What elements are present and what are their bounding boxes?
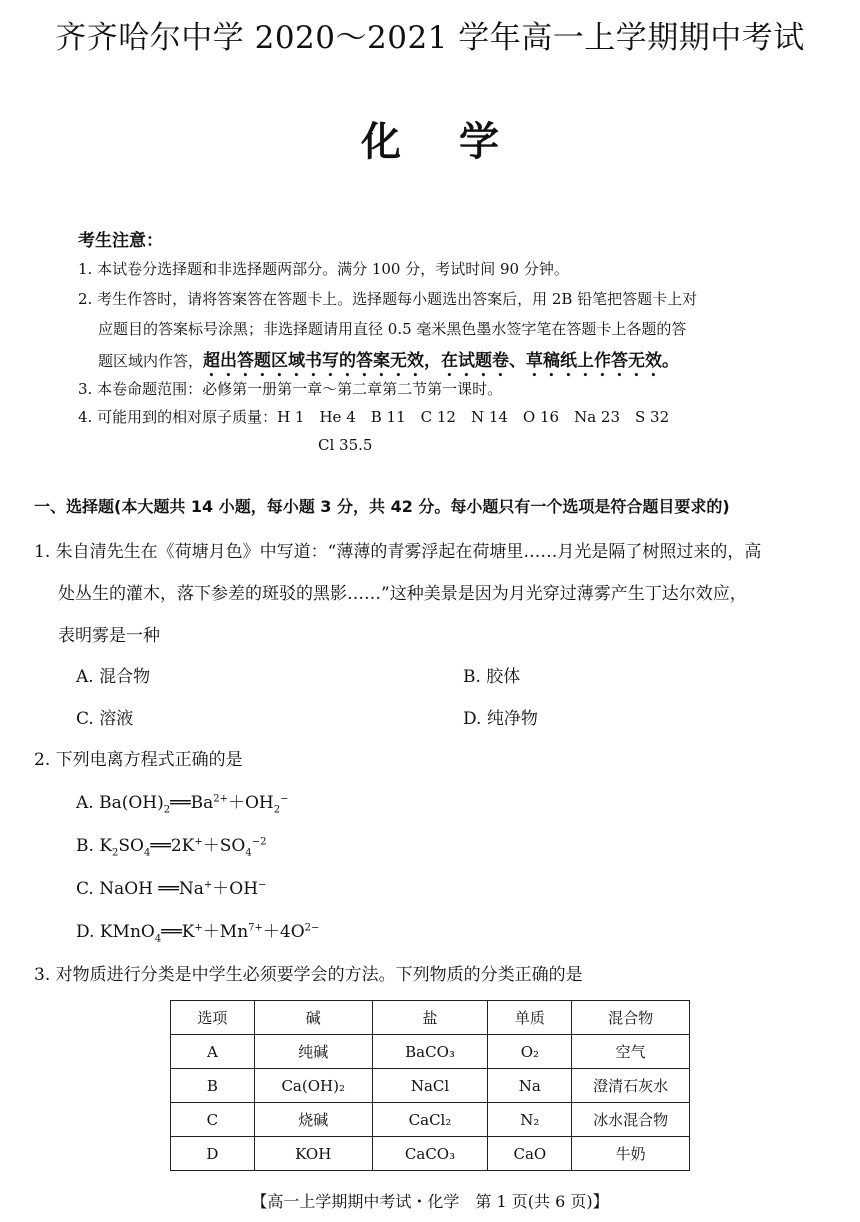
table-cell: CaCl₂ — [372, 1103, 488, 1137]
notice-item-4-line-1: 4. 可能用到的相对原子质量：H 1 He 4 B 11 C 12 N 14 O 16 Na 23 S 32 — [78, 408, 670, 426]
table-header-cell: 混合物 — [572, 1001, 690, 1035]
table-cell: 纯碱 — [254, 1035, 372, 1069]
table-cell: N₂ — [488, 1103, 572, 1137]
table-cell: CaO — [488, 1137, 572, 1171]
subject-title: 化学 — [361, 118, 557, 165]
q1-line-3: 表明雾是一种 — [58, 626, 160, 646]
table-cell: 空气 — [572, 1035, 690, 1069]
table-cell: CaCO₃ — [372, 1137, 488, 1171]
notice-item-2-line-1: 2. 考生作答时，请将答案答在答题卡上。选择题每小题选出答案后，用 2B 铅笔把答题卡上对 — [78, 290, 698, 308]
notice-heading: 考生注意： — [78, 231, 163, 251]
exam-title: 齐齐哈尔中学 2020～2021 学年高一上学期期中考试 — [55, 20, 805, 56]
q2-stem: 2. 下列电离方程式正确的是 — [34, 750, 243, 770]
table-cell: KOH — [254, 1137, 372, 1171]
q2-option-c: C. NaOH ══Na+＋OH− — [76, 879, 267, 899]
table-header-cell: 单质 — [488, 1001, 572, 1035]
table-cell: 烧碱 — [254, 1103, 372, 1137]
q2-option-d: D. $KMnO_4══K^++Mn^{7+}+4O^{2-}$ — [76, 922, 320, 945]
table-row — [171, 1069, 690, 1103]
q1-line-1: 1. 朱自清先生在《荷塘月色》中写道：“薄薄的青雾浮起在荷塘里……月光是隔了树照过来的，高 — [34, 542, 762, 562]
section-1-heading: 一、选择题(本大题共 14 小题，每小题 3 分，共 42 分。每小题只有一个选项是符合题目要求的) — [34, 497, 730, 516]
table-cell: A — [171, 1035, 255, 1069]
q2-option-a: A. $Ba(OH)_2══Ba^{2+}+OH_2^-$ — [76, 793, 289, 816]
notice-item-3: 3. 本卷命题范围：必修第一册第一章～第二章第二节第一课时。 — [78, 380, 503, 398]
table-header-cell: 碱 — [254, 1001, 372, 1035]
q1-option-a: A. 混合物 — [76, 667, 151, 687]
table-cell: 澄清石灰水 — [572, 1069, 690, 1103]
q1-option-c: C. 溶液 — [76, 709, 134, 729]
table-cell: O₂ — [488, 1035, 572, 1069]
page-footer: 【高一上学期期中考试・化学 第 1 页(共 6 页)】 — [251, 1192, 609, 1211]
table-cell: 冰水混合物 — [572, 1103, 690, 1137]
table-header-row — [171, 1001, 690, 1035]
q1-line-2: 处丛生的灌木，落下参差的斑驳的黑影……”这种美景是因为月光穿过薄雾产生丁达尔效应， — [58, 584, 747, 604]
table-cell: C — [171, 1103, 255, 1137]
q1-option-d: D. 纯净物 — [463, 709, 538, 729]
q2-option-b: B. $K_2SO_4══2K^++SO_4^{-2}$ — [76, 836, 267, 859]
q1-option-b: B. 胶体 — [463, 667, 521, 687]
table-cell: NaCl — [372, 1069, 488, 1103]
table-cell: D — [171, 1137, 255, 1171]
table-row — [171, 1103, 690, 1137]
table-cell: Na — [488, 1069, 572, 1103]
table-header-cell: 选项 — [171, 1001, 255, 1035]
table-cell: Ca(OH)₂ — [254, 1069, 372, 1103]
table-row — [171, 1035, 690, 1069]
notice-item-2-line-2: 应题目的答案标号涂黑；非选择题请用直径 0.5 毫米黑色墨水签字笔在答题卡上各题的答 — [98, 320, 687, 338]
notice-item-2-line-3 — [98, 346, 679, 381]
table-cell: BaCO₃ — [372, 1035, 488, 1069]
notice-item-4-line-2: Cl 35.5 — [318, 436, 373, 454]
notice-item-2-prefix: 题区域内作答， — [98, 352, 204, 370]
table-header-cell: 盐 — [372, 1001, 488, 1035]
notice-item-1: 1. 本试卷分选择题和非选择题两部分。满分 100 分，考试时间 90 分钟。 — [78, 260, 569, 278]
classification-table — [170, 1000, 690, 1171]
table-row — [171, 1137, 690, 1171]
table-cell: 牛奶 — [572, 1137, 690, 1171]
table-cell: B — [171, 1069, 255, 1103]
notice-emphasis: 超出答题区域书写的答案无效，在试题卷、草稿纸上作答无效。 — [203, 351, 680, 371]
q3-stem: 3. 对物质进行分类是中学生必须要学会的方法。下列物质的分类正确的是 — [34, 965, 583, 985]
